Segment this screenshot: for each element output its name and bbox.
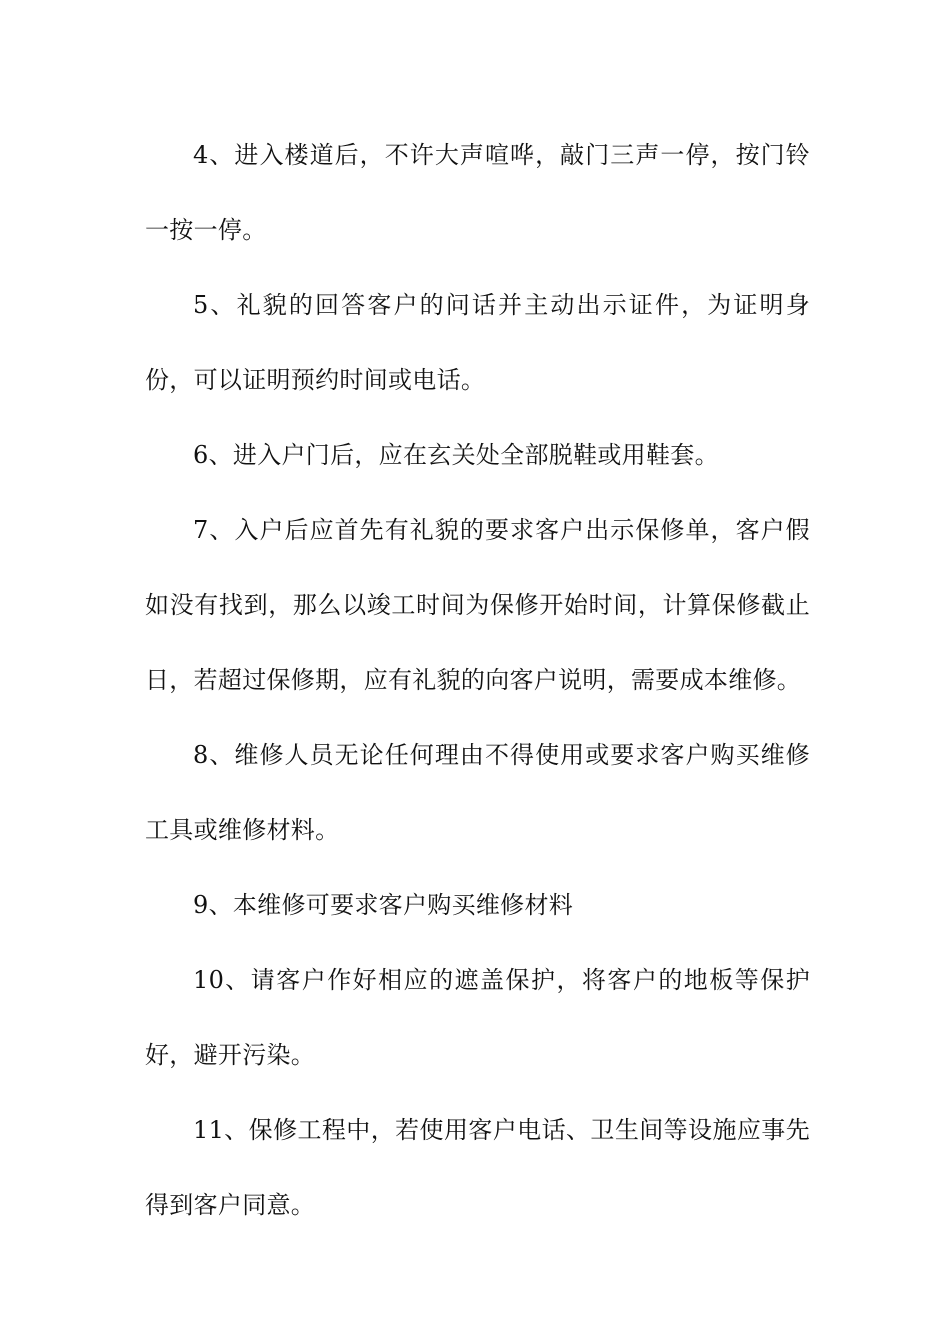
paragraph-8: 8、维修人员无论任何理由不得使用或要求客户购买维修工具或维修材料。: [145, 741, 810, 844]
paragraph-6: 6、进入户门后，应在玄关处全部脱鞋或用鞋套。: [193, 441, 719, 469]
paragraph-7: 7、入户后应首先有礼貌的要求客户出示保修单，客户假如没有找到，那么以竣工时间为保修开始时间，计算保修截止日，若超过保修期，应有礼貌的向客户说明，需要成本维修。: [145, 516, 810, 694]
paragraph-10: 10、请客户作好相应的遮盖保护，将客户的地板等保护好，避开污染。: [145, 966, 810, 1069]
paragraph-4: 4、进入楼道后，不许大声喧哗，敲门三声一停，按门铃一按一停。: [145, 141, 810, 244]
paragraph-9: 9、本维修可要求客户购买维修材料: [193, 891, 574, 919]
paragraph-5: 5、礼貌的回答客户的问话并主动出示证件，为证明身份，可以证明预约时间或电话。: [145, 291, 810, 394]
document-body: [145, 118, 810, 1243]
paragraph-11: 11、保修工程中，若使用客户电话、卫生间等设施应事先得到客户同意。: [145, 1116, 810, 1219]
